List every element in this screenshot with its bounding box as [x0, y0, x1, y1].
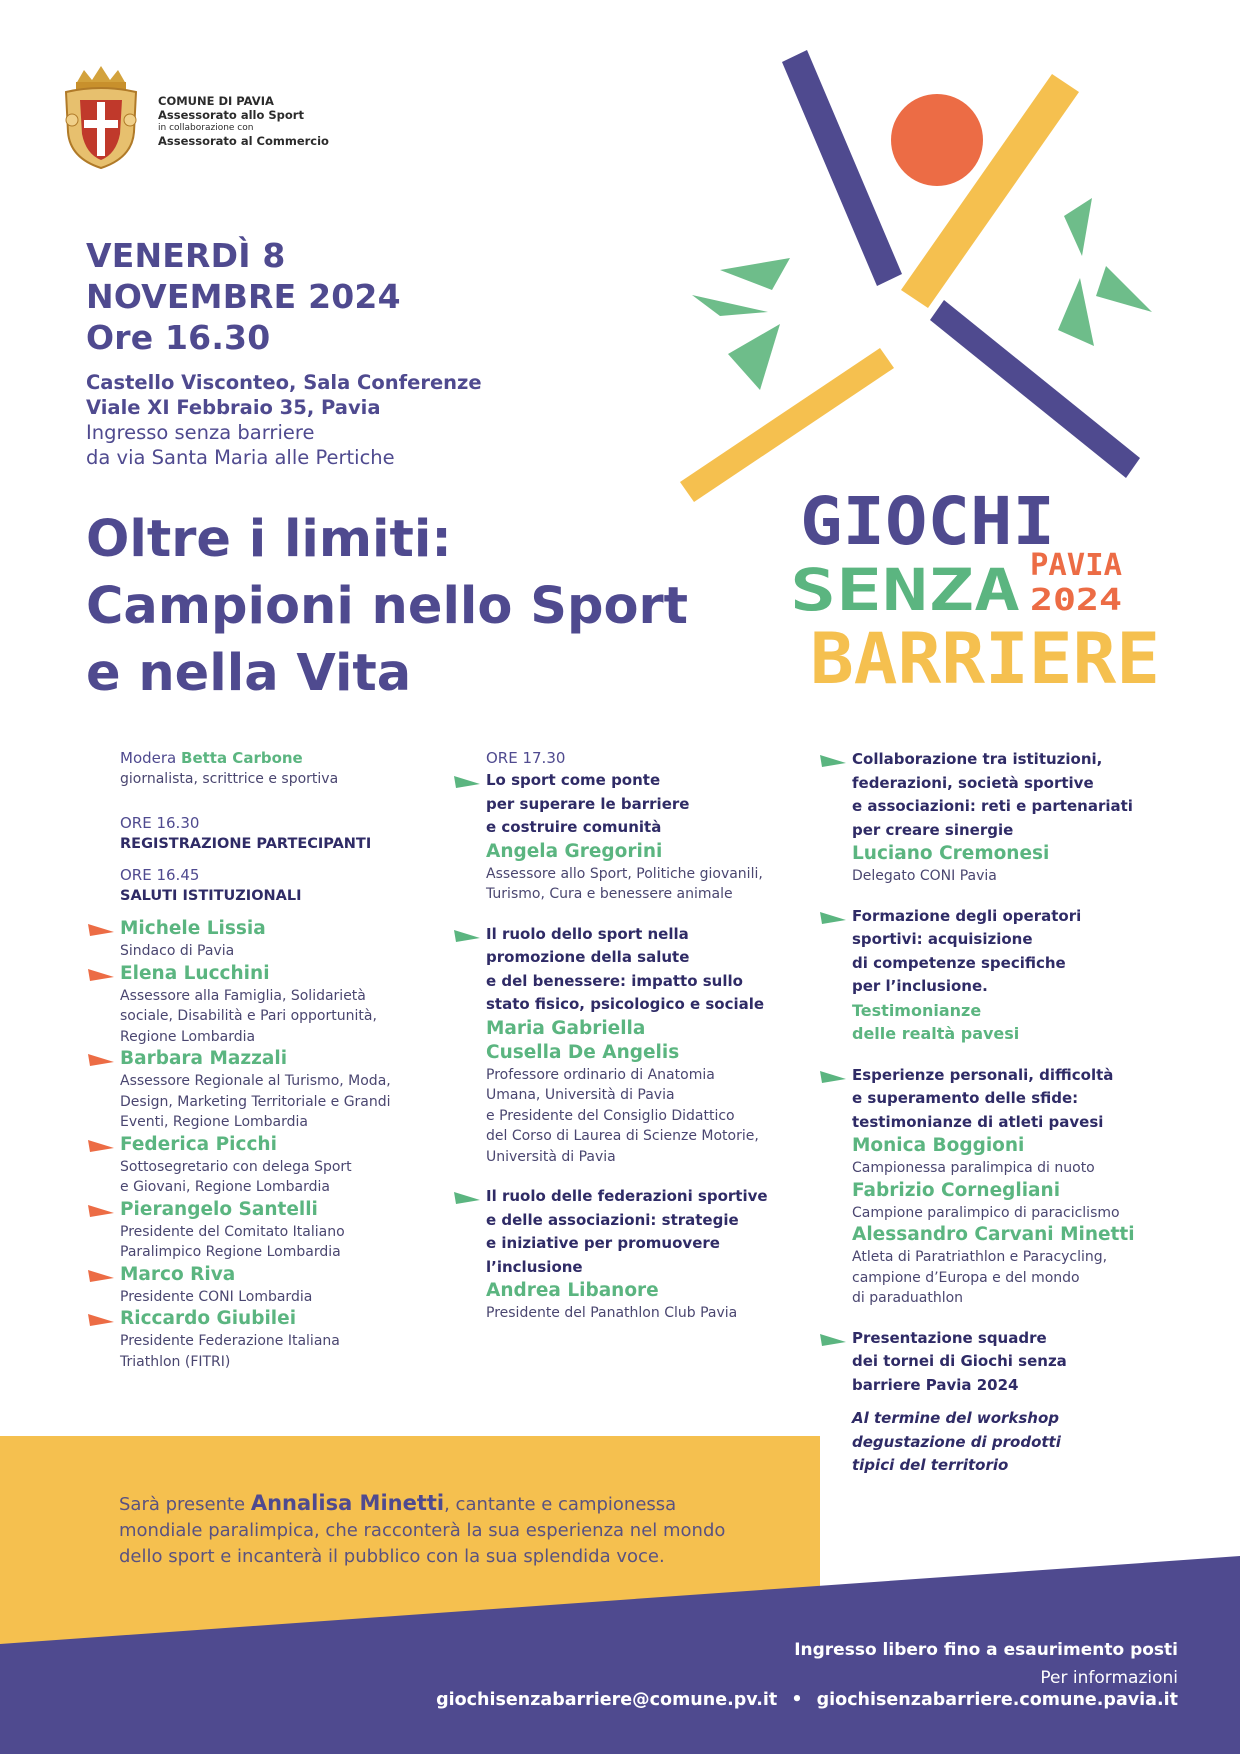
- wordmark-word3: BARRIERE: [810, 618, 1160, 700]
- title-line2: Campioni nello Sport: [86, 577, 689, 636]
- contact-website-link[interactable]: giochisenzabarriere.comune.pavia.it: [816, 1690, 1178, 1710]
- speaker-role: Sindaco di Pavia: [120, 943, 235, 959]
- speaker-name: Luciano Cremonesi: [852, 843, 1050, 864]
- green-arrow-icon: [820, 1332, 846, 1346]
- guest-line2: mondiale paralimpica, che racconterà la sua esperienza nel mondo: [119, 1520, 726, 1541]
- athlete: [852, 1134, 1172, 1179]
- guest-post: , cantante e campionessa: [444, 1494, 677, 1515]
- time-session: ORE 17.30: [486, 749, 566, 767]
- topic-training-title-3: di competenze specifiche: [852, 953, 1066, 972]
- event-date-line1: VENERDÌ 8: [86, 236, 286, 275]
- speaker-role: Delegato CONI Pavia: [852, 868, 997, 884]
- topic-title-line: promozione della salute: [486, 948, 690, 966]
- institution-dept2: Assessorato al Commercio: [158, 134, 329, 148]
- caption-registration: REGISTRAZIONE PARTECIPANTI: [120, 836, 372, 852]
- topic-training-green-2: delle realtà pavesi: [852, 1024, 1020, 1043]
- speaker-role: Design, Marketing Territoriale e Grandi: [120, 1093, 391, 1110]
- speaker-name: Riccardo Giubilei: [120, 1308, 297, 1329]
- speaker-name: Michele Lissia: [120, 918, 266, 939]
- green-arrow-icon: [454, 928, 480, 942]
- speaker-role: Campione paralimpico di paraciclismo: [852, 1204, 1120, 1221]
- time-registration: ORE 16.30: [120, 814, 200, 832]
- topic-training-title-4: per l’inclusione.: [852, 977, 988, 995]
- speaker-name: Alessandro Carvani Minetti: [852, 1224, 1135, 1245]
- greeting-speaker: [120, 1133, 440, 1198]
- wordmark-year: 2024: [1030, 583, 1122, 618]
- topic-exp-title-2: e superamento delle sfide:: [852, 1089, 1079, 1107]
- orange-arrow-icon: [88, 1138, 114, 1152]
- green-triangle-right3: [1058, 278, 1094, 346]
- speaker-name: Elena Lucchini: [120, 962, 270, 984]
- green-triangle-left1: [720, 258, 790, 290]
- speaker-role: Umana, Università di Pavia: [486, 1087, 675, 1103]
- contacts-line: [436, 1690, 1178, 1710]
- closing-note: [852, 1407, 1172, 1478]
- speaker-role: Turismo, Cura e benessere animale: [486, 886, 733, 902]
- topic-teams: [852, 1327, 1172, 1398]
- speaker-role: Campionessa paralimpica di nuoto: [852, 1160, 1095, 1176]
- topic-title-line: Il ruolo dello sport nella: [486, 924, 689, 943]
- speaker-name: Federica Picchi: [120, 1133, 277, 1155]
- topic-exp-title-3: testimonianze di atleti pavesi: [852, 1112, 1104, 1131]
- speaker-role: Presidente del Comitato Italiano: [120, 1223, 345, 1240]
- venue-line2: Viale XI Febbraio 35, Pavia: [86, 396, 381, 419]
- venue-block: [86, 370, 482, 470]
- session-topics-list: [486, 769, 786, 1324]
- orange-arrow-icon: [88, 1052, 114, 1066]
- wordmark-word1: GIOCHI: [800, 488, 1055, 560]
- moderator-line: [120, 748, 440, 769]
- athlete: [852, 1179, 1172, 1224]
- speaker-role: Eventi, Regione Lombardia: [120, 1114, 308, 1130]
- program-column-2: [486, 748, 786, 1324]
- speaker-role: Assessore Regionale al Turismo, Moda,: [120, 1073, 391, 1089]
- greeting-speaker: [120, 1263, 440, 1308]
- greeting-speaker: [120, 1307, 440, 1372]
- moderator-name: Betta Carbone: [181, 749, 303, 767]
- caption-greetings: SALUTI ISTITUZIONALI: [120, 888, 302, 904]
- speaker-role: Assessore alla Famiglia, Solidarietà: [120, 987, 366, 1004]
- moderator-role: giornalista, scrittrice e sportiva: [120, 770, 339, 787]
- green-arrow-icon: [820, 753, 846, 767]
- free-entry-note: Ingresso libero fino a esaurimento posti: [794, 1640, 1178, 1660]
- title-line3: e nella Vita: [86, 644, 412, 703]
- topic-teams-title-2: dei tornei di Giochi senza: [852, 1352, 1067, 1370]
- orange-arrow-icon: [88, 1312, 114, 1326]
- topic-title-line: e costruire comunità: [486, 818, 662, 836]
- topic-training-title-2: sportivi: acquisizione: [852, 930, 1033, 948]
- green-arrow-icon: [454, 774, 480, 788]
- green-arrow-icon: [820, 1069, 846, 1083]
- topic-title-line: e iniziative per promuovere: [486, 1234, 720, 1252]
- wordmark-word2: SENZA: [790, 556, 1020, 624]
- topic-title-line: Il ruolo delle federazioni sportive: [486, 1187, 768, 1205]
- speaker-role: Presidente CONI Lombardia: [120, 1288, 313, 1305]
- orange-arrow-icon: [88, 1203, 114, 1217]
- abstract-figure-graphic: [660, 50, 1180, 520]
- access-line2: da via Santa Maria alle Pertiche: [86, 446, 395, 469]
- session-topic: [486, 923, 786, 1168]
- guest-name: Annalisa Minetti: [250, 1491, 445, 1515]
- speaker-role: e Presidente del Consiglio Didattico: [486, 1107, 735, 1124]
- greeting-speaker: [120, 1198, 440, 1263]
- purple-bar-right: [930, 300, 1140, 478]
- orange-sun: [891, 94, 983, 186]
- topic-collab-title-4: per creare sinergie: [852, 820, 1014, 839]
- topic-collaboration: [852, 748, 1172, 887]
- program-column-1: [120, 748, 440, 1372]
- topic-exp-title-1: Esperienze personali, difficoltà: [852, 1065, 1114, 1084]
- topic-training: [852, 905, 1172, 1046]
- speaker-role: Assessore allo Sport, Politiche giovanili,: [486, 865, 763, 882]
- institution-name: COMUNE DI PAVIA: [158, 94, 274, 108]
- guest-pre: Sarà presente: [119, 1494, 246, 1515]
- contact-separator: •: [791, 1690, 803, 1710]
- speaker-role: e Giovani, Regione Lombardia: [120, 1179, 330, 1195]
- green-triangle-left2: [692, 295, 768, 316]
- speaker-role: del Corso di Laurea di Scienze Motorie,: [486, 1128, 759, 1144]
- topic-training-title-1: Formazione degli operatori: [852, 906, 1082, 925]
- topic-title-line: l’inclusione: [486, 1257, 583, 1276]
- speaker-role: Triathlon (FITRI): [120, 1353, 231, 1370]
- topic-experiences: [852, 1064, 1172, 1309]
- guest-line3: dello sport e incanterà il pubblico con la sua splendida voce.: [119, 1546, 665, 1567]
- title-line1: Oltre i limiti:: [86, 510, 452, 569]
- topic-teams-title-3: barriere Pavia 2024: [852, 1375, 1019, 1394]
- guest-announcement: [119, 1490, 779, 1570]
- speaker-role: Regione Lombardia: [120, 1028, 256, 1045]
- greeting-speaker: [120, 962, 440, 1048]
- giochi-senza-barriere-logo: [790, 488, 1190, 708]
- green-arrow-icon: [454, 1190, 480, 1204]
- topic-title-line: e del benessere: impatto sullo: [486, 971, 743, 990]
- institution-collab: in collaborazione con: [158, 123, 254, 133]
- closing-line-3: tipici del territorio: [852, 1456, 1009, 1474]
- speaker-role: Presidente Federazione Italiana: [120, 1333, 340, 1349]
- event-time: Ore 16.30: [86, 318, 271, 357]
- speaker-role: sociale, Disabilità e Pari opportunità,: [120, 1008, 377, 1024]
- speaker-role: Professore ordinario di Anatomia: [486, 1066, 715, 1083]
- topic-teams-title-1: Presentazione squadre: [852, 1328, 1047, 1347]
- speaker-role: Sottosegretario con delega Sport: [120, 1158, 352, 1175]
- program-column-3: [852, 748, 1172, 1478]
- topic-training-green-1: Testimonianze: [852, 1000, 982, 1020]
- green-triangle-left3: [728, 324, 780, 390]
- greeting-speaker: [120, 1047, 440, 1133]
- closing-line-1: Al termine del workshop: [852, 1409, 1060, 1427]
- venue-line1: Castello Visconteo, Sala Conferenze: [86, 371, 482, 394]
- topic-title-line: stato fisico, psicologico e sociale: [486, 995, 765, 1013]
- speaker-name: Cusella De Angelis: [486, 1041, 680, 1063]
- contact-email-link[interactable]: giochisenzabarriere@comune.pv.it: [436, 1690, 778, 1710]
- greeting-speakers-list: [120, 917, 440, 1372]
- speaker-role: Atleta di Paratriathlon e Paracycling,: [852, 1249, 1108, 1265]
- access-line1: Ingresso senza barriere: [86, 421, 315, 444]
- speaker-role: Presidente del Panathlon Club Pavia: [486, 1305, 738, 1321]
- orange-arrow-icon: [88, 967, 114, 981]
- institution-block: [158, 94, 329, 148]
- topic-collab-title-1: Collaborazione tra istituzioni,: [852, 750, 1103, 768]
- speaker-name: Angela Gregorini: [486, 840, 663, 862]
- session-topic: [486, 1185, 786, 1324]
- event-title: [86, 506, 726, 707]
- green-triangle-right1: [1064, 198, 1092, 256]
- green-arrow-icon: [820, 910, 846, 924]
- event-date-block: [86, 235, 401, 358]
- purple-bar-top: [782, 50, 902, 286]
- speaker-name: Maria Gabriella: [486, 1017, 646, 1039]
- event-date-line2: NOVEMBRE 2024: [86, 277, 401, 316]
- speaker-name: Barbara Mazzali: [120, 1048, 288, 1069]
- topic-collab-title-2: federazioni, società sportive: [852, 773, 1094, 792]
- speaker-name: Fabrizio Cornegliani: [852, 1179, 1061, 1201]
- speaker-role: Paralimpico Regione Lombardia: [120, 1244, 341, 1260]
- session-topic: [486, 769, 786, 905]
- green-triangle-right2: [1096, 266, 1152, 312]
- comune-crest-logo: [56, 62, 146, 172]
- speaker-role: Università di Pavia: [486, 1148, 616, 1165]
- info-label: Per informazioni: [1040, 1668, 1178, 1688]
- wordmark-city: PAVIA: [1030, 548, 1122, 583]
- closing-line-2: degustazione di prodotti: [852, 1432, 1061, 1451]
- speaker-name: Andrea Libanore: [486, 1280, 659, 1301]
- athlete: [852, 1223, 1172, 1309]
- topic-title-line: e delle associazioni: strategie: [486, 1210, 739, 1229]
- topic-title-line: Lo sport come ponte: [486, 771, 661, 789]
- topic-collab-title-3: e associazioni: reti e partenariati: [852, 797, 1133, 815]
- institution-dept: Assessorato allo Sport: [158, 108, 304, 122]
- speaker-name: Monica Boggioni: [852, 1135, 1025, 1156]
- orange-arrow-icon: [88, 922, 114, 936]
- time-greetings: ORE 16.45: [120, 866, 200, 884]
- yellow-bar-bottom: [680, 348, 894, 502]
- speaker-name: Pierangelo Santelli: [120, 1198, 318, 1220]
- athletes-list: [852, 1134, 1172, 1309]
- topic-title-line: per superare le barriere: [486, 794, 690, 813]
- moderator-label: Modera: [120, 749, 177, 767]
- speaker-role: di paraduathlon: [852, 1290, 964, 1306]
- greeting-speaker: [120, 917, 440, 962]
- speaker-role: campione d’Europa e del mondo: [852, 1269, 1080, 1286]
- speaker-name: Marco Riva: [120, 1263, 236, 1285]
- orange-arrow-icon: [88, 1268, 114, 1282]
